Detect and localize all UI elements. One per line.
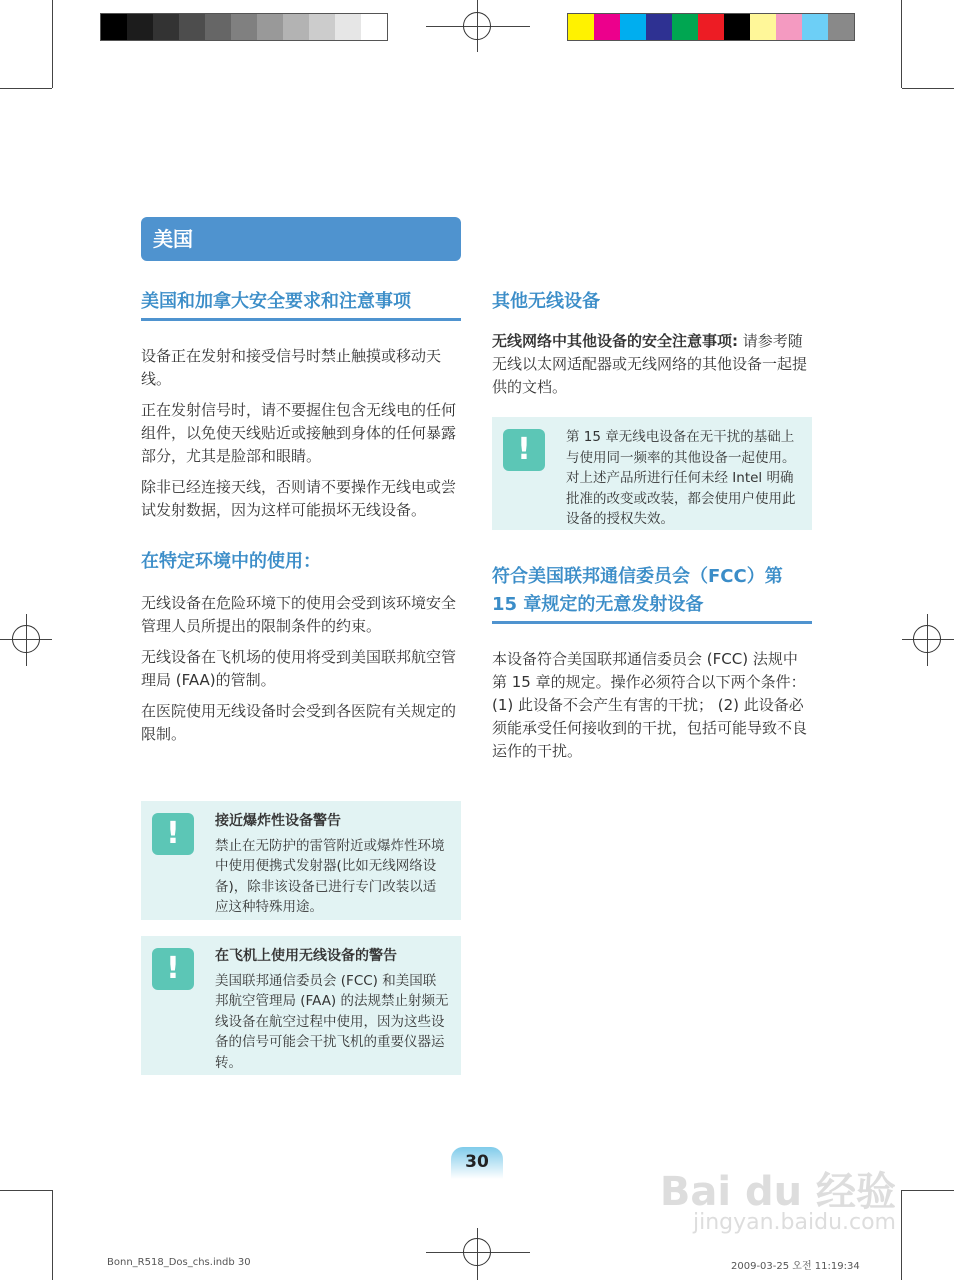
paragraph: 设备正在发射和接受信号时禁止触摸或移动天线。 bbox=[141, 347, 442, 388]
watermark-url: jingyan.baidu.com bbox=[692, 1210, 896, 1235]
page-number: 30 bbox=[451, 1147, 503, 1179]
paragraph: 本设备符合美国联邦通信委员会 (FCC) 法规中第 15 章的规定。操作必须符合以下两个条件：(1) 此设备不会产生有害的干扰； (2) 此设备必须能承受任何接收到的干扰，包括可能导致不良运作的干扰。 bbox=[492, 650, 808, 760]
section-banner: 美国 bbox=[141, 217, 461, 261]
color-swatch bbox=[335, 14, 361, 40]
section-heading: 其他无线设备 bbox=[492, 291, 600, 312]
warning-note-explosive bbox=[141, 801, 461, 920]
color-swatch bbox=[283, 14, 309, 40]
color-swatch bbox=[231, 14, 257, 40]
note-text: 美国联邦通信委员会 (FCC) 和美国联邦航空管理局 (FAA) 的法规禁止射频无线设备在航空过程中使用，因为这些设备的信号可能会干扰飞机的重要仪器运转。 bbox=[215, 972, 449, 1071]
footer-timestamp: 2009-03-25 오전 11:19:34 bbox=[731, 1261, 860, 1272]
color-swatch bbox=[205, 14, 231, 40]
exclamation-icon: ! bbox=[152, 813, 194, 855]
warning-note-aircraft bbox=[141, 936, 461, 1075]
color-swatch bbox=[698, 14, 724, 40]
note-title: 接近爆炸性设备警告 bbox=[215, 813, 341, 829]
color-swatch bbox=[672, 14, 698, 40]
note-text: 禁止在无防护的雷管附近或爆炸性环境中使用便携式发射器(比如无线网络设备)，除非该设备已进行专门改装以适应这种特殊用途。 bbox=[215, 837, 445, 915]
footer-file: Bonn_R518_Dos_chs.indb 30 bbox=[107, 1257, 251, 1268]
color-swatch bbox=[361, 14, 387, 40]
exclamation-icon: ! bbox=[152, 948, 194, 990]
paragraph: 无线设备在飞机场的使用将受到美国联邦航空管理局 (FAA)的管制。 bbox=[141, 648, 457, 689]
lead-bold: 无线网络中其他设备的安全注意事项: bbox=[492, 332, 739, 350]
lead-text: 请参考随无线以太网适配器或无线网络的其他设备一起提供的文档。 bbox=[492, 332, 808, 396]
color-swatch bbox=[828, 14, 854, 40]
color-swatch bbox=[594, 14, 620, 40]
right-column bbox=[492, 288, 812, 407]
color-swatch bbox=[153, 14, 179, 40]
left-column bbox=[141, 288, 461, 754]
paragraph: 除非已经连接天线，否则请不要操作无线电或尝试发射数据，因为这样可能损坏无线设备。 bbox=[141, 478, 457, 519]
note-title: 在飞机上使用无线设备的警告 bbox=[215, 948, 397, 964]
process-color-bar bbox=[567, 13, 855, 41]
paragraph: 无线设备在危险环境下的使用会受到该环境安全管理人员所提出的限制条件的约束。 bbox=[141, 594, 457, 635]
grayscale-color-bar bbox=[100, 13, 388, 41]
fcc-section bbox=[492, 563, 812, 771]
info-note bbox=[492, 417, 812, 530]
color-swatch bbox=[750, 14, 776, 40]
paragraph: 在医院使用无线设备时会受到各医院有关规定的限制。 bbox=[141, 702, 457, 743]
section-heading: 美国和加拿大安全要求和注意事项 bbox=[141, 288, 461, 321]
color-swatch bbox=[179, 14, 205, 40]
exclamation-icon: ! bbox=[503, 429, 545, 471]
section-heading: 在特定环境中的使用： bbox=[141, 551, 321, 572]
note-text: 第 15 章无线电设备在无干扰的基础上与使用同一频率的其他设备一起使用。对上述产品所进行任何未经 Intel 明确批准的改变或改装，都会使用户使用此设备的授权失效。 bbox=[566, 429, 796, 527]
color-swatch bbox=[802, 14, 828, 40]
color-swatch bbox=[620, 14, 646, 40]
paragraph: 正在发射信号时，请不要握住包含无线电的任何组件，以免使天线贴近或接触到身体的任何暴露部分，尤其是脸部和眼睛。 bbox=[141, 401, 457, 465]
color-swatch bbox=[257, 14, 283, 40]
color-swatch bbox=[309, 14, 335, 40]
watermark-logo: Bai du 经验 bbox=[659, 1169, 896, 1215]
section-heading: 符合美国联邦通信委员会（FCC）第 15 章规定的无意发射设备 bbox=[492, 563, 812, 624]
color-swatch bbox=[724, 14, 750, 40]
color-swatch bbox=[101, 14, 127, 40]
color-swatch bbox=[127, 14, 153, 40]
color-swatch bbox=[568, 14, 594, 40]
color-swatch bbox=[646, 14, 672, 40]
color-swatch bbox=[776, 14, 802, 40]
